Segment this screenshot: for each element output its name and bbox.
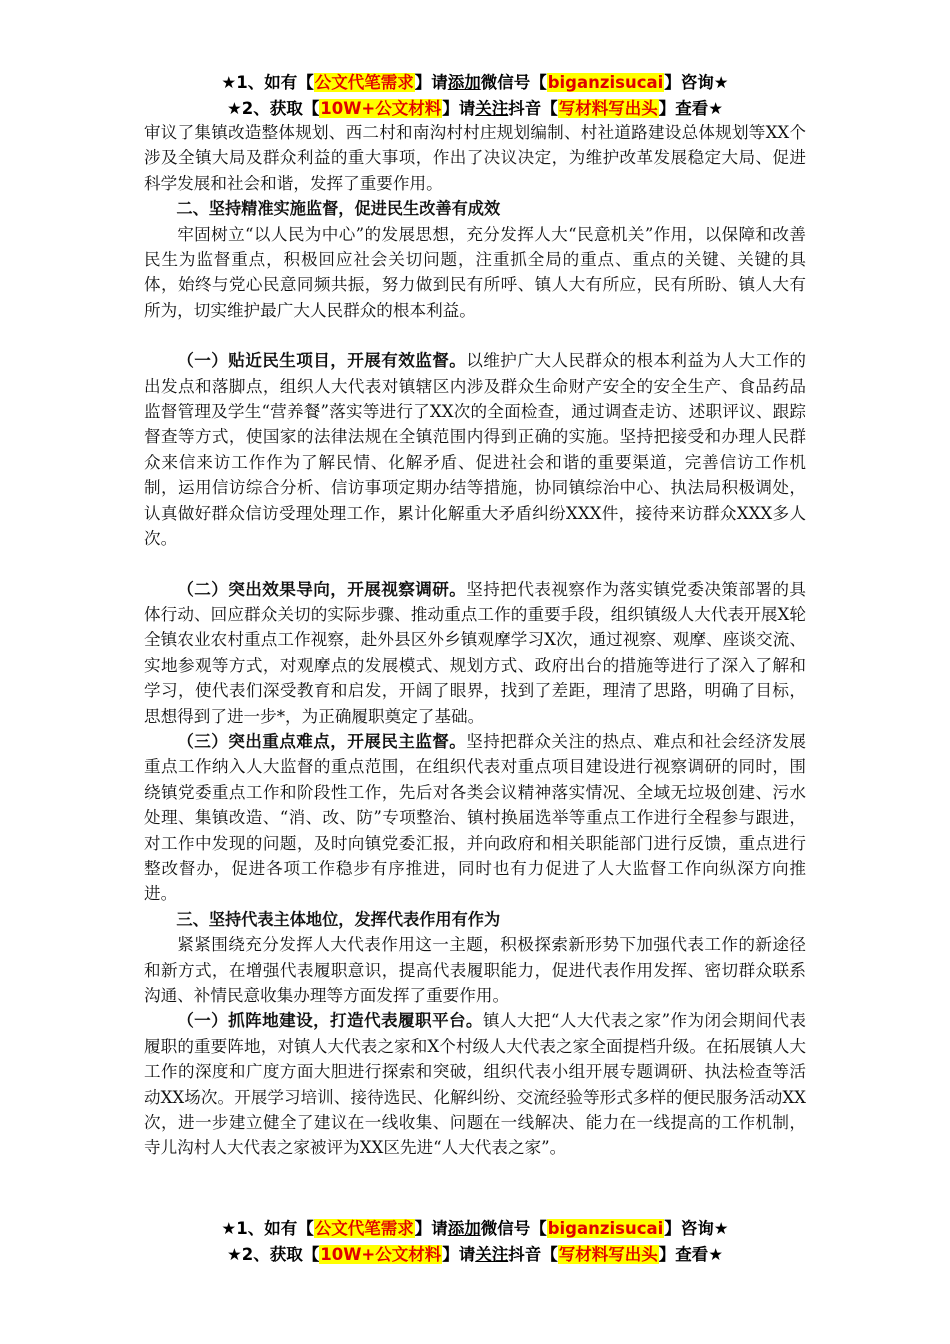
banner-highlight-wechat-id: biganzisucai bbox=[547, 1219, 664, 1238]
banner-highlight-wechat-id: biganzisucai bbox=[547, 73, 664, 92]
banner-underlined-text: 添加 bbox=[447, 73, 481, 92]
banner-text: ★1、如有【 bbox=[221, 1219, 314, 1238]
paragraph-text: 镇人大把“人大代表之家”作为闭会期间代表履职的重要阵地，对镇人大代表之家和X个村级人大代表之家全面提档升级。在拓展镇人大工作的深度和广度方面大胆进行探索和突破，组织代表小组开展专题调研、执法检查等活动XX场次。开展学习培训、接待选民、化解纠纷、交流经验等形式多样的便民服务活动XX次，进一步建立健全了建议在一线收集、问题在一线解决、能力在一线提高的工作机制，寺儿沟村人大代表之家被评为XX区先进“人大代表之家”。 bbox=[144, 1011, 807, 1158]
banner-text: 微信号【 bbox=[480, 73, 547, 92]
paragraph-lead: （一）贴近民生项目，开展有效监督。 bbox=[177, 351, 467, 371]
banner-text: 】请 bbox=[442, 1245, 476, 1264]
section-heading: 二、坚持精准实施监督，促进民生改善有成效 bbox=[176, 199, 501, 219]
banner-text: ★1、如有【 bbox=[221, 73, 314, 92]
banner-text: 】查看★ bbox=[658, 1245, 724, 1264]
banner-highlight: 10W+公文材料 bbox=[320, 99, 442, 118]
banner-text: 】请 bbox=[414, 73, 448, 92]
paragraph-text: 以维护广大人民群众的根本利益为人大工作的出发点和落脚点，组织人大代表对镇辖区内涉及群众生命财产安全的安全生产、食品药品监督管理及学生“营养餐”落实等进行了XX次的全面检查，通过调查走访、述职评议、跟踪督查等方式，使国家的法律法规在全镇范围内得到正确的实施。坚持把接受和办理人民群众来信来访工作作为了解民情、化解矛盾、促进社会和谐的重要渠道，完善信访工作机制，运用信访综合分析、信访事项定期办结等措施，协同镇综治中心、执法局积极调处，认真做好群众信访受理处理工作，累计化解重大矛盾纠纷XXX件，接待来访群众XXX多人次。 bbox=[144, 351, 807, 549]
banner-text: 微信号【 bbox=[480, 1219, 547, 1238]
banner-text: 】请 bbox=[414, 1219, 448, 1238]
paragraph bbox=[144, 577, 806, 729]
paragraph: 牢固树立“以人民为中心”的发展思想，充分发挥人大“民意机关”作用，以保障和改善民生为监督重点，积极回应社会关切问题，注重抓全局的重点、重点的关键、关键的具体，始终与党心民意同频共振，努力做到民有所呼、镇人大有所应，民有所盼、镇人大有所为，切实维护最广大人民群众的根本利益。 bbox=[144, 224, 806, 320]
paragraph: 审议了集镇改造整体规划、西二村和南沟村村庄规划编制、村社道路建设总体规划等XX个涉及全镇大局及群众利益的重大事项，作出了决议决定，为维护改革发展稳定大局、促进科学发展和社会和谐，发挥了重要作用。 bbox=[144, 123, 806, 193]
paragraph bbox=[144, 348, 806, 551]
paragraph-text: 坚持把代表视察作为落实镇党委决策部署的具体行动、回应群众关切的实际步骤、推动重点工作的重要手段，组织镇级人大代表开展X轮全镇农业农村重点工作视察，赴外县区外乡镇观摩学习X次，通过视察、观摩、座谈交流、实地参观等方式，对观摩点的发展模式、规划方式、政府出台的措施等进行了深入了解和学习，使代表们深受教育和启发，开阔了眼界，找到了差距，理清了思路，明确了目标，思想得到了进一步*，为正确履职奠定了基础。 bbox=[144, 579, 807, 726]
paragraph-lead: （二）突出效果导向，开展视察调研。 bbox=[177, 579, 467, 599]
promo-banner-top-line2 bbox=[0, 96, 950, 122]
promo-banner-bottom-line2 bbox=[0, 1242, 950, 1268]
banner-underlined-text: 添加 bbox=[447, 1219, 481, 1238]
paragraph-text: 坚持把群众关注的热点、难点和社会经济发展重点工作纳入人大监督的重点范围，在组织代表对重点项目建设进行视察调研的同时，围绕镇党委重点工作和阶段性工作，先后对各类会议精神落实情况、全域无垃圾创建、污水处理、集镇改造、“消、改、防”专项整治、镇村换届选举等重点工作进行全程参与跟进，对工作中发现的问题，及时向镇党委汇报，并向政府和相关职能部门进行反馈，重点进行整改督办，促进各项工作稳步有序推进，同时也有力促进了人大监督工作向纵深方向推进。 bbox=[144, 731, 807, 904]
banner-text: 】咨询★ bbox=[664, 1219, 729, 1238]
section-heading: 三、坚持代表主体地位，发挥代表作用有作为 bbox=[176, 909, 501, 929]
banner-highlight: 10W+公文材料 bbox=[320, 1245, 442, 1264]
paragraph-lead: （一）抓阵地建设，打造代表履职平台。 bbox=[177, 1011, 483, 1031]
paragraph-lead: （三）突出重点难点，开展民主监督。 bbox=[177, 731, 467, 751]
banner-highlight: 公文代笔需求 bbox=[314, 73, 414, 92]
paragraph: 紧紧围绕充分发挥人大代表作用这一主题，积极探索新形势下加强代表工作的新途径和新方式，在增强代表履职意识，提高代表履职能力，促进代表作用发挥、密切群众联系沟通、补情民意收集办理等方面发挥了重要作用。 bbox=[144, 935, 806, 1005]
document-body bbox=[144, 120, 806, 1161]
paragraph bbox=[144, 1008, 806, 1160]
banner-text: 】查看★ bbox=[658, 99, 724, 118]
banner-text: ★2、获取【 bbox=[226, 99, 320, 118]
banner-highlight-douyin-id: 写材料写出头 bbox=[558, 99, 658, 118]
paragraph bbox=[144, 729, 806, 907]
banner-text: 】请 bbox=[442, 99, 476, 118]
banner-text: 】咨询★ bbox=[664, 73, 729, 92]
banner-underlined-text: 关注 bbox=[475, 99, 509, 118]
promo-banner-top-line1 bbox=[0, 70, 950, 96]
banner-text: ★2、获取【 bbox=[226, 1245, 320, 1264]
banner-text: 抖音【 bbox=[508, 1245, 558, 1264]
banner-highlight: 公文代笔需求 bbox=[314, 1219, 414, 1238]
promo-banner-bottom-line1 bbox=[0, 1216, 950, 1242]
banner-highlight-douyin-id: 写材料写出头 bbox=[558, 1245, 658, 1264]
banner-text: 抖音【 bbox=[508, 99, 558, 118]
banner-underlined-text: 关注 bbox=[475, 1245, 509, 1264]
